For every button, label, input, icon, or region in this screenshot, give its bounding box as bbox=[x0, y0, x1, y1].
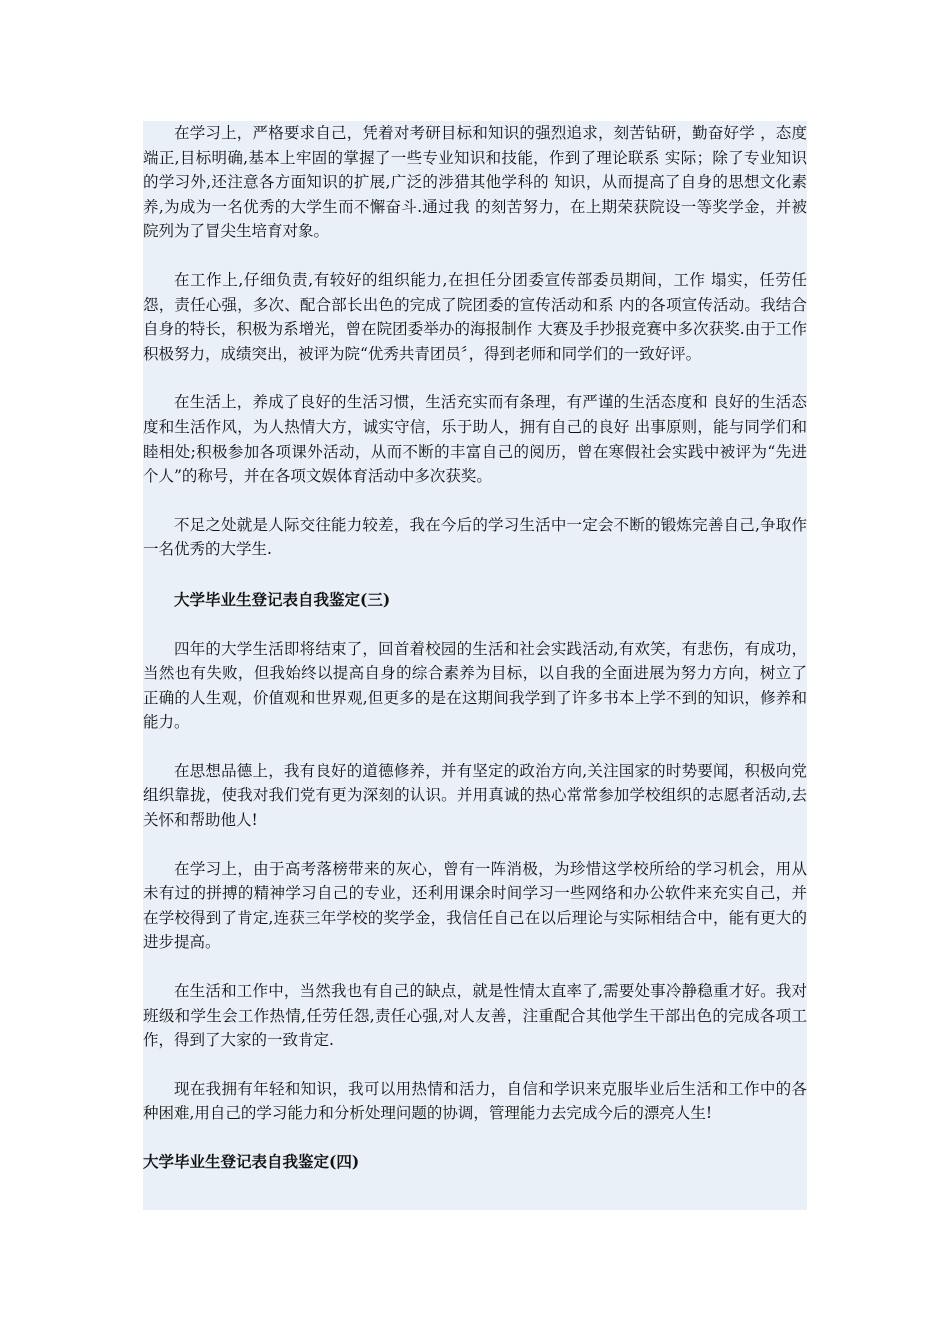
paragraph-future: 现在我拥有年轻和知识，我可以用热情和活力，自信和学识来克服毕业后生活和工作中的各种困难,用自己的学习能力和分析处理问题的协调，管理能力去完成今后的漂亮人生! bbox=[143, 1079, 807, 1123]
paragraph-shortcomings: 不足之处就是人际交往能力较差，我在今后的学习生活中一定会不断的锻炼完善自己,争取作一名优秀的大学生. bbox=[143, 515, 807, 559]
paragraph-life: 在生活上，养成了良好的生活习惯，生活充实而有条理，有严谨的生活态度和 良好的生活态度和生活作风，为人热情大方，诚实守信，乐于助人，拥有自己的良好 出事原则，能与同学们和睦相处;积极参加各项课外活动，从而不断的丰富自己的阅历，曾在寒假社会实践中被评为“先进个人”的称号，并在各项文娱体育活动中多次获奖。 bbox=[143, 393, 807, 486]
paragraph-study: 在学习上，严格要求自己，凭着对考研目标和知识的强烈追求，刻苦钻研，勤奋好学 ，态度端正,目标明确,基本上牢固的掌握了一些专业知识和技能，作到了理论联系 实际；除了专业知识的学习外,还注意各方面知识的扩展,广泛的涉猎其他学科的 知识，从而提高了自身的思想文化素养,为成为一名优秀的大学生而不懈奋斗.通过我 的刻苦努力，在上期荣获院设一等奖学金，并被院列为了冒尖生培育对象。 bbox=[143, 124, 807, 241]
paragraph-work: 在工作上,仔细负责,有较好的组织能力,在担任分团委宣传部委员期间，工作 塌实，任劳任怨，责任心强，多次、配合部长出色的完成了院团委的宣传活动和系 内的各项宣传活动。我结合自身的特长，积极为系增光，曾在院团委举办的海报制作 大赛及手抄报竞赛中多次获奖.由于工作积极努力，成绩突出，被评为院“优秀共青团员〞，得到老师和同学们的一致好评。 bbox=[143, 270, 807, 363]
document-body bbox=[143, 121, 807, 1175]
paragraph-morality: 在思想品德上，我有良好的道德修养，并有坚定的政治方向,关注国家的时势要闻，积极向党组织靠拢，使我对我们党有更为深刻的认识。并用真诚的热心常常参加学校组织的志愿者活动,去关怀和帮助他人! bbox=[143, 761, 807, 830]
section-heading-4: 大学毕业生登记表自我鉴定(四) bbox=[143, 1152, 360, 1171]
paragraph-study-2: 在学习上，由于高考落榜带来的灰心，曾有一阵消极，为珍惜这学校所给的学习机会，用从未有过的拼搏的精神学习自己的专业，还利用课余时间学习一些网络和办公软件来充实自己，并在学校得到了肯定,连获三年学校的奖学金，我信任自己在以后理论与实际相结合中，能有更大的进步提高。 bbox=[143, 859, 807, 952]
paragraph-life-work: 在生活和工作中，当然我也有自己的缺点，就是性情太直率了,需要处事冷静稳重才好。我对班级和学生会工作热情,任劳任怨,责任心强,对人友善，注重配合其他学生干部出色的完成各项工作，得到了大家的一致肯定. bbox=[143, 982, 807, 1050]
paragraph-overview: 四年的大学生活即将结束了，回首着校园的生活和社会实践活动,有欢笑，有悲伤，有成功，当然也有失败，但我始终以提高自身的综合素养为目标，以自我的全面进展为努力方向，树立了正确的人生观，价值观和世界观,但更多的是在这期间我学到了许多书本上学不到的知识，修养和能力。 bbox=[143, 639, 807, 732]
section-heading-3: 大学毕业生登记表自我鉴定(三) bbox=[174, 589, 391, 609]
